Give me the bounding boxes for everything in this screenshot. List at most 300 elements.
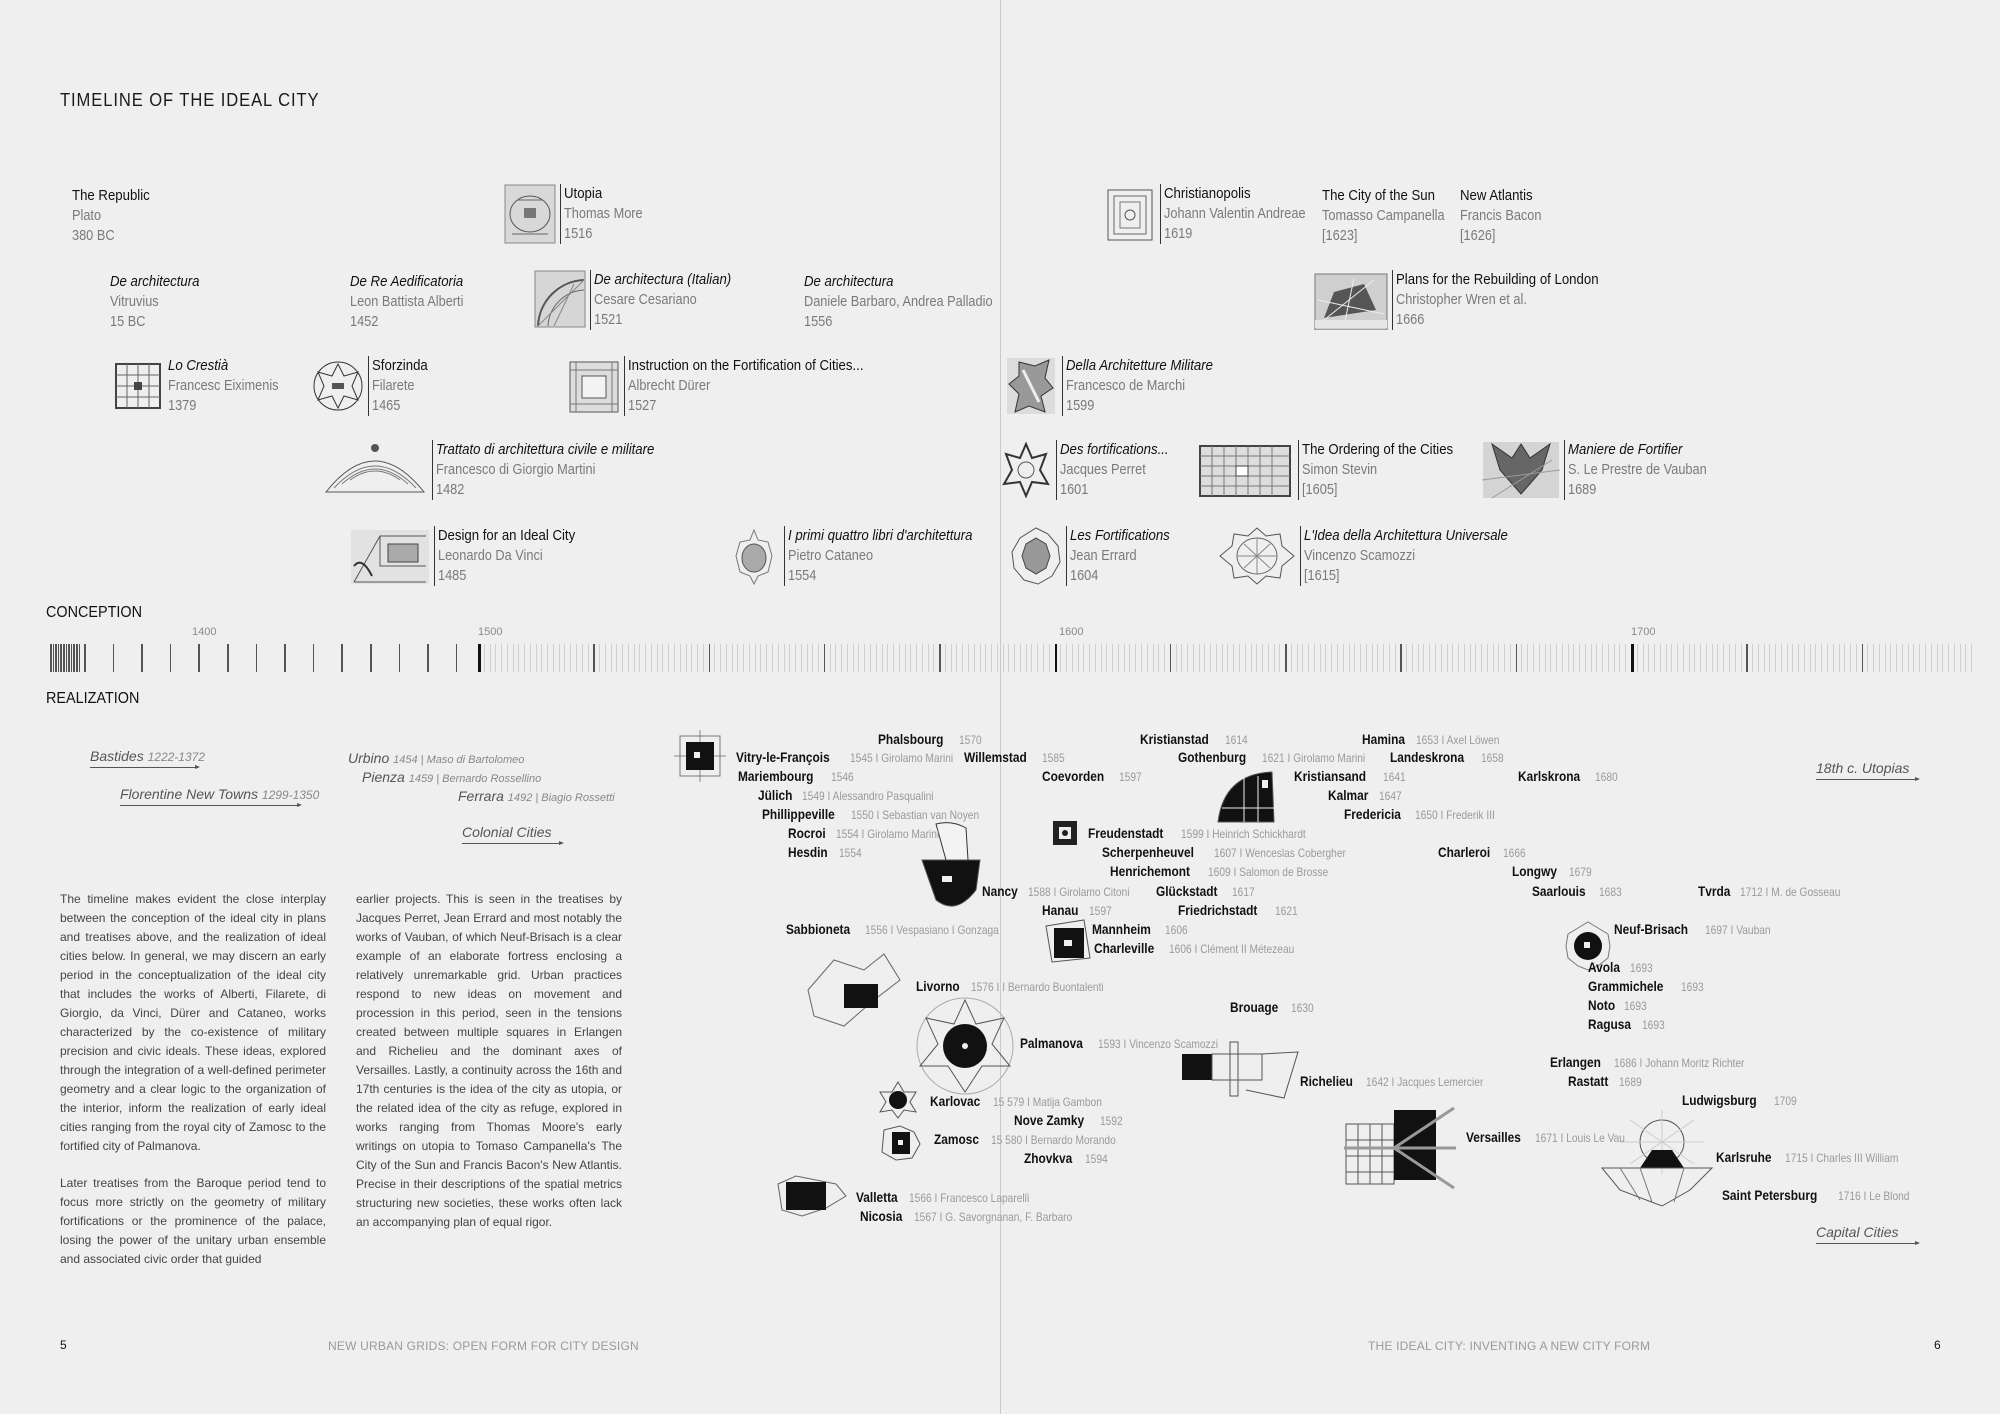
city-entry[interactable]: Gothenburg 1621 I Girolamo Marini <box>1178 749 1366 765</box>
axis-tick <box>1856 644 1857 672</box>
axis-tick <box>1758 644 1759 672</box>
axis-tick <box>1285 644 1287 672</box>
axis-tick <box>1245 644 1246 672</box>
axis-tick <box>1256 644 1257 672</box>
axis-tick <box>1648 644 1649 672</box>
axis-tick <box>1787 644 1788 672</box>
axis-tick <box>1481 644 1482 672</box>
arrow-icon <box>1816 779 1918 780</box>
axis-tick <box>1700 644 1701 672</box>
axis-tick <box>1643 644 1644 672</box>
axis-tick <box>622 644 623 672</box>
axis-tick <box>1406 644 1407 672</box>
mannheim-plan-icon <box>1044 918 1092 964</box>
square-fort-icon <box>568 356 620 416</box>
axis-tick <box>899 644 900 672</box>
city-entry[interactable]: Freudenstadt 1599 I Heinrich Schickhardt <box>1088 825 1306 841</box>
city-entry[interactable]: Saarlouis 1683 <box>1532 883 1622 899</box>
axis-tick <box>79 644 81 672</box>
arrow-icon <box>120 805 300 806</box>
city-entry[interactable]: Karlsruhe 1715 I Charles III William <box>1716 1149 1899 1165</box>
axis-tick <box>945 644 946 672</box>
body-text-right: earlier projects. This is seen in the treatises by Jacques Perret, Jean Errard and most notably the works of Vauban, of which Neuf-Brisach is a clear example of an elaborate fortress enclosing a relatively unremarkable grid. Urban practices respond to new ideas on movement and procession in this period, seen in the tensions created between multiple squares in Erlangen and Richelieu and the dominant axes of Versailles. Lastly, a continuity across the 16th and 17th centuries is the idea of the city as utopia, or the related idea of the city as refuge, explored in works ranging from Thomas Moore's early writings on utopia to Tomaso Campanella's The City of the Sun and Francis Bacon's New Atlantis. Precise in their descriptions of the spatial metrics structuring new societies, these works often lack an accompanying plan of equal rigor. <box>356 892 622 1229</box>
city-pienza[interactable]: Pienza 1459 | Bernardo Rossellino <box>362 769 542 785</box>
timeline-axis <box>48 644 1972 672</box>
arrow-icon <box>90 767 198 768</box>
axis-tick <box>1176 644 1177 672</box>
treatise-entry[interactable]: De architectura Vitruvius 15 BC <box>110 273 200 330</box>
axis-tick <box>1418 644 1419 672</box>
axis-tick <box>1833 644 1834 672</box>
axis-tick <box>864 644 865 672</box>
axis-tick <box>1660 644 1661 672</box>
treatise-entry[interactable]: Instruction on the Fortification of Cities... Albrecht Dürer 1527 <box>568 356 896 416</box>
city-entry[interactable]: Willemstad 1585 <box>964 749 1065 765</box>
axis-tick <box>876 644 877 672</box>
spiral-dome-icon <box>322 440 428 500</box>
axis-tick <box>1320 644 1321 672</box>
axis-tick <box>313 644 315 672</box>
axis-tick <box>1153 644 1154 672</box>
treatise-entry[interactable]: Maniere de Fortifier S. Le Prestre de Vauban 1689 <box>1482 440 1731 500</box>
city-entry[interactable]: Hesdin 1554 <box>788 844 862 860</box>
axis-tick <box>1337 644 1338 672</box>
city-entry[interactable]: Versailles 1671 I Louis Le Vau <box>1466 1129 1625 1145</box>
axis-tick <box>1619 644 1620 672</box>
axis-tick <box>1199 644 1200 672</box>
movement-bastides[interactable]: Bastides 1222-1372 <box>90 748 198 768</box>
city-entry[interactable]: Phalsbourg 1570 <box>878 731 982 747</box>
city-entry[interactable]: Saint Petersburg 1716 I Le Blond <box>1722 1187 1910 1203</box>
axis-tick <box>68 644 70 672</box>
axis-tick <box>732 644 733 672</box>
city-entry[interactable]: Glückstadt 1617 <box>1156 883 1255 899</box>
axis-tick <box>1913 644 1914 672</box>
axis-tick <box>1112 644 1113 672</box>
city-entry[interactable]: Tvrda 1712 I M. de Gosseau <box>1698 883 1841 899</box>
city-entry[interactable]: Palmanova 1593 I Vincenzo Scamozzi <box>1020 1035 1218 1051</box>
karlsruhe-plan-icon <box>1600 1110 1714 1208</box>
left-running-title: NEW URBAN GRIDS: OPEN FORM FOR CITY DESIGN <box>328 1339 639 1353</box>
axis-tick <box>974 644 975 672</box>
axis-tick <box>1723 644 1724 672</box>
treatise-entry[interactable]: Design for an Ideal City Leonardo Da Vinci 1485 <box>350 526 594 586</box>
axis-tick <box>1026 644 1027 672</box>
axis-tick <box>1452 644 1453 672</box>
axis-tick <box>1689 644 1690 672</box>
axis-tick <box>882 644 883 672</box>
city-entry[interactable]: Coevorden 1597 <box>1042 768 1142 784</box>
axis-tick <box>1441 644 1442 672</box>
city-entry[interactable]: Nancy 1588 I Girolamo Citoni <box>982 883 1130 899</box>
arrow-icon <box>1816 1243 1918 1244</box>
axis-tick <box>1014 644 1015 672</box>
axis-tick <box>1925 644 1926 672</box>
axis-tick <box>1850 644 1851 672</box>
city-entry[interactable]: Nicosia 1567 I G. Savorgnanan, F. Barbaro <box>860 1208 1072 1224</box>
vitry-plan-icon <box>674 730 726 782</box>
page-title: TIMELINE OF THE IDEAL CITY <box>60 90 320 110</box>
axis-tick <box>1227 644 1228 672</box>
axis-tick <box>1274 644 1275 672</box>
axis-tick <box>835 644 836 672</box>
movement-18th-c-utopias[interactable]: 18th c. Utopias <box>1816 760 1918 780</box>
axis-tick <box>1568 644 1569 672</box>
axis-tick <box>1141 644 1142 672</box>
axis-tick <box>1960 644 1961 672</box>
axis-tick <box>1395 644 1396 672</box>
city-entry[interactable]: Mannheim 1606 <box>1092 921 1188 937</box>
city-entry[interactable]: Vitry-le-François 1545 I Girolamo Marini <box>736 749 954 765</box>
axis-label-1400: 1400 <box>192 626 217 638</box>
axis-tick <box>1239 644 1240 672</box>
twelve-point-fort-icon <box>1218 526 1296 586</box>
treatise-entry[interactable]: Della Architetture Militare Francesco de Marchi 1599 <box>1004 356 1233 416</box>
axis-tick <box>657 644 658 672</box>
polygon-fort-icon <box>1010 526 1062 586</box>
axis-tick <box>530 644 531 672</box>
axis-tick <box>1521 644 1522 672</box>
city-entry[interactable]: Livorno 1576 I I Bernardo Buontalenti <box>916 978 1104 994</box>
axis-tick <box>1556 644 1557 672</box>
axis-tick <box>141 644 143 672</box>
axis-tick <box>1187 644 1188 672</box>
axis-tick <box>1965 644 1966 672</box>
city-entry[interactable]: Ludwigsburg 1709 <box>1682 1092 1797 1108</box>
axis-tick <box>691 644 692 672</box>
city-entry[interactable]: Rastatt 1689 <box>1568 1073 1643 1089</box>
axis-tick <box>1400 644 1402 672</box>
axis-tick <box>73 644 75 672</box>
right-page-number: 6 <box>1934 1338 1941 1352</box>
axis-tick <box>1049 644 1050 672</box>
city-entry[interactable]: Fredericia 1650 I Frederik III <box>1344 806 1495 822</box>
axis-tick <box>1948 644 1949 672</box>
treatise-entry[interactable]: L'Idea della Architettura Universale Vincenzo Scamozzi [1615] <box>1218 526 1536 586</box>
axis-tick <box>1493 644 1494 672</box>
axis-tick <box>1389 644 1390 672</box>
axis-tick <box>1360 644 1361 672</box>
axis-tick <box>1458 644 1459 672</box>
kristiansand-plan-icon <box>1214 768 1278 824</box>
axis-tick <box>1908 644 1909 672</box>
city-ferrara[interactable]: Ferrara 1492 | Biagio Rossetti <box>458 788 615 804</box>
axis-tick <box>847 644 848 672</box>
axis-tick <box>997 644 998 672</box>
axis-tick <box>1896 644 1897 672</box>
axis-tick <box>593 644 595 672</box>
axis-tick <box>1498 644 1499 672</box>
axis-tick <box>1308 644 1309 672</box>
axis-tick <box>841 644 842 672</box>
city-entry[interactable]: Rocroi 1554 I Girolamo Marini <box>788 825 940 841</box>
axis-tick <box>1631 644 1634 672</box>
conception-label: CONCEPTION <box>46 604 143 621</box>
freudenstadt-plan-icon <box>1052 820 1078 846</box>
treatise-entry[interactable]: New Atlantis Francis Bacon [1626] <box>1460 187 1542 244</box>
axis-tick <box>427 644 429 672</box>
axis-tick <box>490 644 491 672</box>
treatise-entry[interactable]: Des fortifications... Jacques Perret 1601 <box>1000 440 1183 500</box>
axis-tick <box>933 644 934 672</box>
axis-tick <box>1890 644 1891 672</box>
axis-tick <box>588 644 589 672</box>
movement-colonial-cities[interactable]: Colonial Cities <box>462 824 562 844</box>
axis-tick <box>1372 644 1373 672</box>
axis-tick <box>922 644 923 672</box>
axis-tick <box>256 644 258 672</box>
axis-tick <box>1349 644 1350 672</box>
axis-tick <box>1706 644 1707 672</box>
axis-tick <box>968 644 969 672</box>
movement-capital-cities[interactable]: Capital Cities <box>1816 1224 1918 1244</box>
axis-tick <box>1072 644 1073 672</box>
axis-tick <box>778 644 779 672</box>
axis-tick <box>599 644 600 672</box>
axis-tick <box>743 644 744 672</box>
axis-tick <box>1470 644 1471 672</box>
treatise-entry[interactable]: Christianopolis Johann Valentin Andreae 1619 <box>1104 184 1331 244</box>
axis-tick <box>1596 644 1597 672</box>
axis-tick <box>1083 644 1084 672</box>
treatise-entry[interactable]: Lo Crestià Francesc Eiximenis 1379 <box>112 356 298 416</box>
treatise-entry[interactable]: De architectura (Italian) Cesare Cesariano 1521 <box>534 270 750 330</box>
axis-tick <box>853 644 854 672</box>
axis-tick <box>1158 644 1159 672</box>
axis-tick <box>1712 644 1713 672</box>
axis-tick <box>1251 644 1252 672</box>
axis-tick <box>1931 644 1932 672</box>
axis-tick <box>714 644 715 672</box>
city-entry[interactable]: Ragusa 1693 <box>1588 1016 1666 1032</box>
livorno-plan-icon <box>804 950 914 1030</box>
treatise-entry[interactable]: The Ordering of the Cities Simon Stevin [1605] <box>1196 440 1474 500</box>
axis-tick <box>1677 644 1678 672</box>
city-entry[interactable]: Longwy 1679 <box>1512 863 1592 879</box>
axis-tick <box>1839 644 1840 672</box>
city-entry[interactable]: Valletta 1566 I Francesco Laparelli <box>856 1189 1030 1205</box>
axis-tick <box>1008 644 1009 672</box>
axis-tick <box>1464 644 1465 672</box>
axis-tick <box>564 644 565 672</box>
axis-tick <box>53 644 55 672</box>
city-entry[interactable]: Richelieu 1642 I Jacques Lemercier <box>1300 1073 1484 1089</box>
axis-tick <box>870 644 871 672</box>
city-entry[interactable]: Karlskrona 1680 <box>1518 768 1618 784</box>
axis-tick <box>1539 644 1540 672</box>
treatise-entry[interactable]: Trattato di architettura civile e militare Francesco di Giorgio Martini 1482 <box>322 440 684 500</box>
axis-tick <box>1937 644 1938 672</box>
axis-tick <box>1671 644 1672 672</box>
city-entry[interactable]: Karlovac 15 579 I Matija Gambon <box>930 1093 1102 1109</box>
concentric-square-icon <box>1104 184 1156 244</box>
city-entry[interactable]: Erlangen 1686 I Johann Moritz Richter <box>1550 1054 1745 1070</box>
axis-tick <box>1297 644 1298 672</box>
axis-tick <box>818 644 819 672</box>
city-entry[interactable]: Nove Zamky 1592 <box>1014 1112 1124 1128</box>
woodcut-island-icon <box>504 184 556 244</box>
axis-tick <box>651 644 652 672</box>
axis-tick <box>501 644 502 672</box>
axis-tick <box>1366 644 1367 672</box>
treatise-entry[interactable]: The City of the Sun Tomasso Campanella [1623] <box>1322 187 1445 244</box>
axis-tick <box>1314 644 1315 672</box>
treatise-entry[interactable]: Plans for the Rebuilding of London Christopher Wren et al. 1666 <box>1314 270 1626 330</box>
axis-tick <box>1608 644 1609 672</box>
axis-tick <box>1954 644 1955 672</box>
city-entry[interactable]: Noto 1693 <box>1588 997 1647 1013</box>
movement-florentine-new-towns[interactable]: Florentine New Towns 1299-1350 <box>120 786 300 806</box>
axis-tick <box>755 644 756 672</box>
city-entry[interactable]: Mariembourg 1546 <box>738 768 854 784</box>
axis-tick <box>1447 644 1448 672</box>
axis-tick <box>1879 644 1880 672</box>
axis-tick <box>1129 644 1130 672</box>
treatise-entry[interactable]: Sforzinda Filarete 1465 <box>312 356 435 416</box>
axis-tick <box>1170 644 1172 672</box>
axis-tick <box>524 644 525 672</box>
bastion-fort-icon <box>1004 356 1058 416</box>
axis-tick <box>1585 644 1586 672</box>
axis-tick <box>284 644 286 672</box>
axis-tick <box>63 644 65 672</box>
city-entry[interactable]: Avola 1693 <box>1588 959 1653 975</box>
city-entry[interactable]: Jülich 1549 I Alessandro Pasqualini <box>758 787 934 803</box>
axis-tick <box>1798 644 1799 672</box>
axis-tick <box>795 644 796 672</box>
axis-tick <box>1694 644 1695 672</box>
zamosc-plan-icon <box>878 1122 922 1164</box>
axis-tick <box>370 644 372 672</box>
axis-tick <box>1614 644 1615 672</box>
axis-tick <box>518 644 519 672</box>
axis-tick <box>1625 644 1626 672</box>
city-entry[interactable]: Brouage 1630 <box>1230 999 1314 1015</box>
axis-tick <box>1475 644 1476 672</box>
city-entry[interactable]: Kristiansand 1641 <box>1294 768 1406 784</box>
axis-tick <box>991 644 992 672</box>
city-entry[interactable]: Charleroi 1666 <box>1438 844 1527 860</box>
axis-tick <box>1089 644 1090 672</box>
axis-tick <box>1193 644 1194 672</box>
versailles-plan-icon <box>1344 1104 1456 1192</box>
axis-tick <box>1222 644 1223 672</box>
axis-tick <box>1331 644 1332 672</box>
axis-tick <box>1504 644 1505 672</box>
axis-tick <box>1043 644 1044 672</box>
axis-tick <box>1735 644 1736 672</box>
city-entry[interactable]: Kristianstad 1614 <box>1140 731 1248 747</box>
arrow-icon <box>462 843 562 844</box>
valletta-plan-icon <box>776 1174 848 1218</box>
axis-tick <box>628 644 629 672</box>
city-entry[interactable]: Scherpenheuvel 1607 I Wenceslas Cobergher <box>1102 844 1346 860</box>
city-entry[interactable]: Zamosc 15 580 I Bernardo Morando <box>934 1131 1116 1147</box>
city-entry[interactable]: Zhovkva 1594 <box>1024 1150 1108 1166</box>
city-entry[interactable]: Friedrichstadt 1621 <box>1178 902 1298 918</box>
city-entry[interactable]: Charleville 1606 I Clément II Métezeau <box>1094 940 1295 956</box>
axis-label-1700: 1700 <box>1631 626 1656 638</box>
city-entry[interactable]: Neuf-Brisach 1697 I Vauban <box>1614 921 1771 937</box>
axis-tick <box>1383 644 1384 672</box>
axis-tick <box>962 644 963 672</box>
treatise-entry[interactable]: Les Fortifications Jean Errard 1604 <box>1010 526 1183 586</box>
perspective-sketch-icon <box>350 526 430 586</box>
axis-tick <box>668 644 669 672</box>
axis-tick <box>1216 644 1217 672</box>
axis-tick <box>1118 644 1119 672</box>
body-text-left: The timeline makes evident the close interplay between the conception of the ideal city in plans and treatises above, and the realization of ideal cities below. In general, we may discern an early period in the conceptualization of the ideal city that includes the works of Alberti, Filarete, di Giorgio, da Vinci, Dürer and Cataneo, works characterized by the co-existence of military precision and civic ideals. These ideas, explored through the integration of a well-defined perimeter geometry and a clear logic to the organization of the interior, inform the realization of early ideal cities ranging from the royal city of Zamosc to the fortified city of Palmanova. Later treatises from the Baroque period tend to focus more strictly on the geometry of military fortifications or the prominence of the palace, losing the power of the unitary urban ensemble and associated civic order that guided <box>60 892 326 1266</box>
city-entry[interactable]: Phillippeville 1550 I Sebastian van Noyen <box>762 806 980 822</box>
axis-tick <box>789 644 790 672</box>
treatise-entry[interactable]: De architectura Daniele Barbaro, Andrea Palladio 1556 <box>804 273 993 330</box>
axis-tick <box>1741 644 1742 672</box>
city-entry[interactable]: Hamina 1653 I Axel Löwen <box>1362 731 1500 747</box>
axis-tick <box>956 644 957 672</box>
axis-tick <box>1775 644 1776 672</box>
axis-tick <box>1423 644 1424 672</box>
axis-tick <box>1516 644 1518 672</box>
axis-tick <box>824 644 826 672</box>
vauban-fort-icon <box>1482 440 1560 500</box>
axis-tick <box>830 644 831 672</box>
axis-tick <box>1204 644 1205 672</box>
axis-tick <box>812 644 813 672</box>
axis-tick <box>1354 644 1355 672</box>
axis-tick <box>858 644 859 672</box>
city-urbino[interactable]: Urbino 1454 | Maso di Bartolomeo <box>348 750 525 766</box>
treatise-entry[interactable]: The Republic Plato 380 BC <box>72 187 150 244</box>
axis-tick <box>905 644 906 672</box>
axis-tick <box>1279 644 1280 672</box>
axis-tick <box>71 644 73 672</box>
city-entry[interactable]: Kalmar 1647 <box>1328 787 1403 803</box>
axis-tick <box>55 644 57 672</box>
axis-tick <box>634 644 635 672</box>
city-entry[interactable]: Henrichemont 1609 I Salomon de Brosse <box>1110 863 1329 879</box>
axis-tick <box>1885 644 1886 672</box>
city-entry[interactable]: Grammichele 1693 <box>1588 978 1704 994</box>
treatise-entry[interactable]: I primi quattro libri d'architettura Pietro Cataneo 1554 <box>728 526 998 586</box>
city-entry[interactable]: Sabbioneta 1556 I Vespasiano I Gonzaga <box>786 921 1000 937</box>
axis-tick <box>1602 644 1603 672</box>
axis-tick <box>985 644 986 672</box>
axis-tick <box>1527 644 1528 672</box>
treatise-entry[interactable]: Utopia Thomas More 1516 <box>504 184 657 244</box>
axis-tick <box>910 644 911 672</box>
axis-tick <box>1562 644 1563 672</box>
axis-tick <box>1020 644 1021 672</box>
axis-tick <box>227 644 229 672</box>
axis-tick <box>1666 644 1667 672</box>
city-entry[interactable]: Hanau 1597 <box>1042 902 1112 918</box>
axis-tick <box>605 644 606 672</box>
axis-tick <box>1210 644 1211 672</box>
axis-tick <box>1971 644 1972 672</box>
axis-tick <box>170 644 172 672</box>
axis-tick <box>576 644 577 672</box>
axis-tick <box>1746 644 1748 672</box>
axis-tick <box>1343 644 1344 672</box>
axis-tick <box>66 644 68 672</box>
treatise-entry[interactable]: De Re Aedificatoria Leon Battista Alberti 1452 <box>350 273 464 330</box>
axis-tick <box>1377 644 1378 672</box>
axis-tick <box>1579 644 1580 672</box>
axis-tick <box>1815 644 1816 672</box>
right-running-title: THE IDEAL CITY: INVENTING A NEW CITY FORM <box>1368 1339 1651 1353</box>
city-entry[interactable]: Landeskrona 1658 <box>1390 749 1504 765</box>
axis-tick <box>198 644 200 672</box>
